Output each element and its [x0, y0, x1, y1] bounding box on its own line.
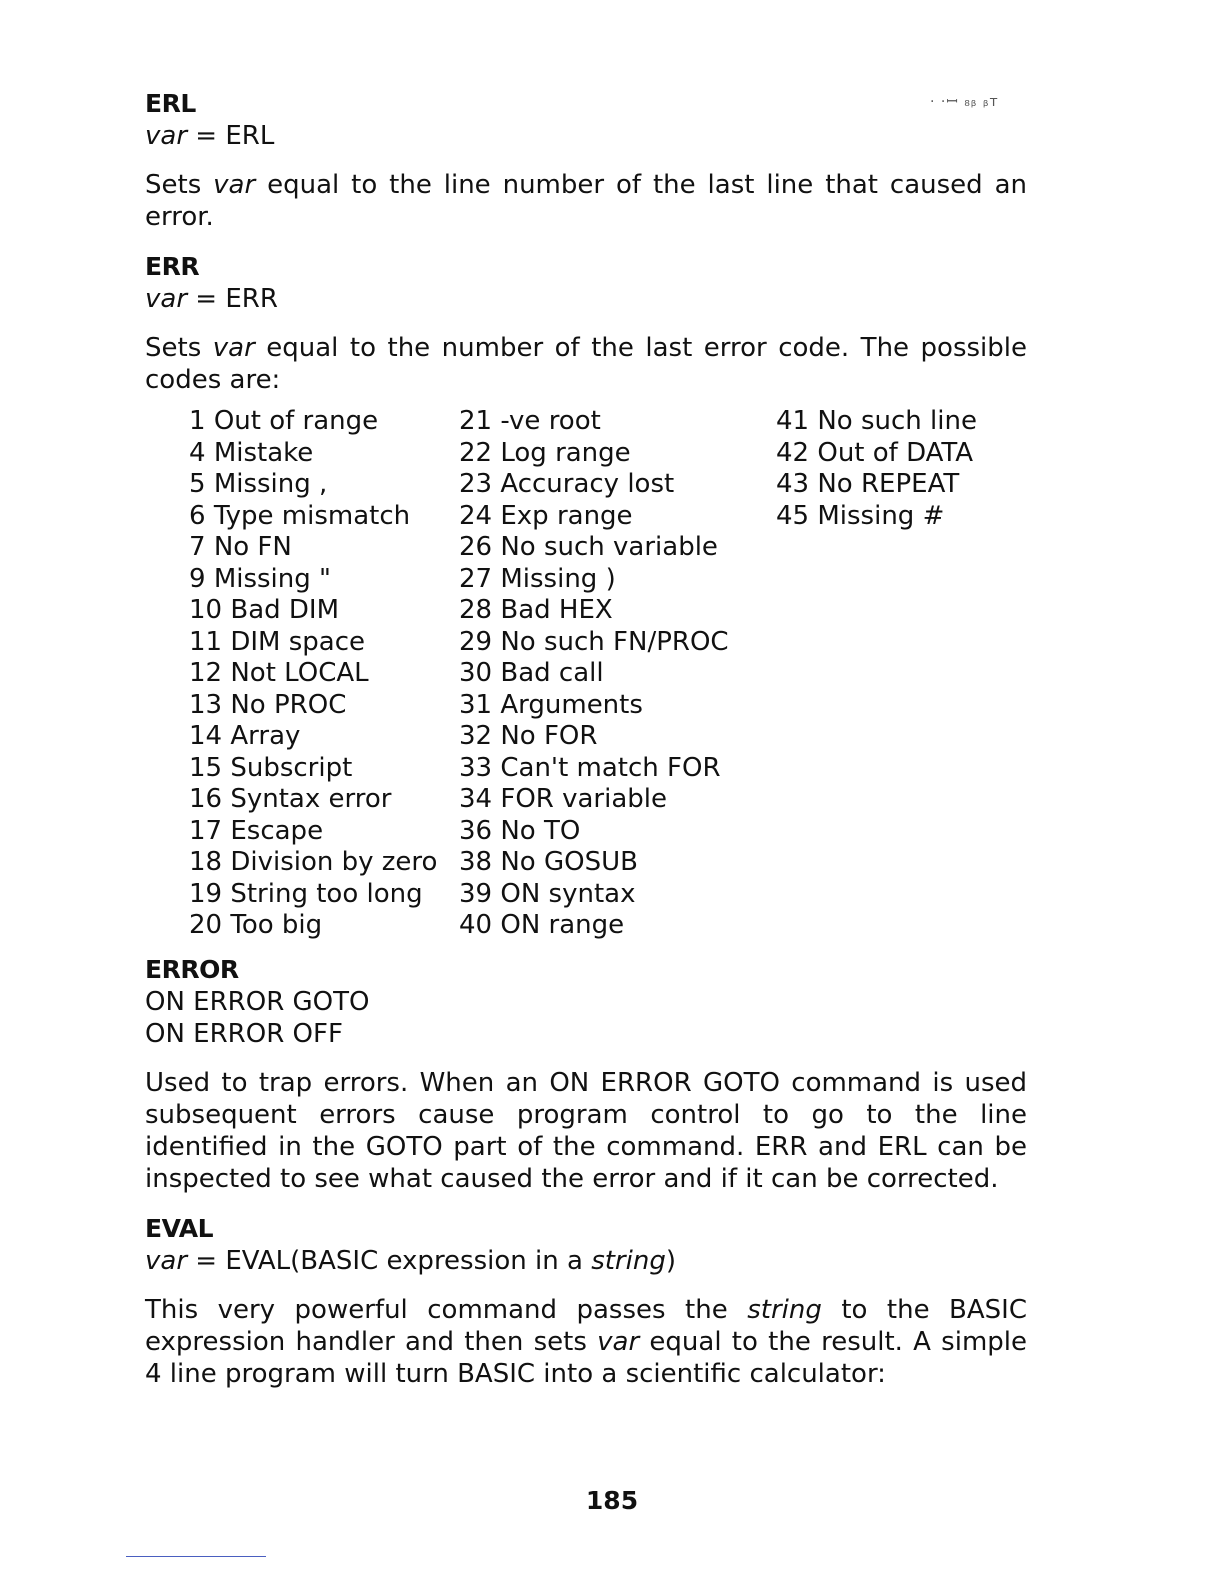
error-code-item — [776, 438, 977, 470]
error-code-item — [459, 847, 729, 879]
error-code-message: ON range — [500, 910, 625, 940]
error-code-message: Out of DATA — [817, 437, 974, 468]
description-erl — [145, 169, 1027, 233]
error-code-message: Out of range — [213, 406, 379, 436]
syntax-error-goto: ON ERROR GOTO — [145, 987, 370, 1017]
error-code-item — [459, 406, 729, 438]
error-code-number: 5 — [189, 469, 206, 499]
error-code-number: 1 — [189, 406, 206, 436]
error-code-message: Too big — [230, 910, 323, 940]
syntax-text: = ERL — [187, 121, 275, 151]
error-code-message: No TO — [500, 815, 581, 846]
error-code-item — [459, 753, 729, 785]
error-code-item — [189, 658, 437, 690]
error-code-message: No such line — [817, 406, 977, 436]
error-code-message: Can't match FOR — [500, 752, 721, 783]
error-code-item — [189, 469, 437, 501]
error-code-number: 34 — [459, 784, 493, 814]
keyword-heading-eval: EVAL — [145, 1214, 214, 1243]
error-code-item — [189, 910, 437, 942]
error-code-item — [459, 784, 729, 816]
description-err — [145, 332, 1027, 396]
error-code-message: Bad call — [500, 658, 604, 688]
error-code-message: Division by zero — [230, 847, 438, 877]
error-code-message: Subscript — [230, 752, 353, 783]
error-code-message: Accuracy lost — [500, 469, 675, 499]
error-code-message: No REPEAT — [817, 469, 960, 499]
error-code-number: 31 — [459, 689, 493, 720]
error-code-number: 40 — [459, 910, 493, 940]
description-text: equal to the result. A simple 4 line program will turn BASIC into a scientific calculator: — [145, 1327, 1028, 1389]
syntax-var: var — [145, 121, 188, 151]
error-code-number: 41 — [776, 406, 810, 436]
error-code-item — [189, 532, 437, 564]
error-code-message: Syntax error — [230, 784, 392, 814]
error-code-number: 30 — [459, 658, 493, 688]
keyword-heading-erl: ERL — [145, 89, 196, 118]
error-code-message: Escape — [230, 815, 324, 846]
error-code-message: No FN — [213, 532, 292, 562]
error-code-number: 42 — [776, 437, 810, 468]
error-code-message: No FOR — [500, 721, 598, 751]
error-code-message: Arguments — [500, 689, 643, 720]
error-code-number: 13 — [189, 689, 223, 720]
syntax-text: = EVAL(BASIC expression in a — [187, 1246, 592, 1276]
syntax-err — [145, 283, 1027, 315]
error-code-message: ON syntax — [500, 878, 636, 909]
error-code-message: Bad DIM — [230, 595, 340, 625]
error-code-message: -ve root — [500, 406, 601, 436]
error-code-message: Log range — [500, 437, 631, 468]
error-code-message: Exp range — [500, 500, 633, 531]
error-code-item — [189, 816, 437, 848]
error-code-number: 23 — [459, 469, 493, 499]
description-string: string — [747, 1295, 822, 1325]
error-code-number: 14 — [189, 721, 223, 751]
error-code-message: Type mismatch — [213, 500, 411, 531]
description-text: Sets — [145, 170, 214, 200]
header-mark: · ·ꟷ ₈ᵦ ᵦᴛ — [930, 94, 999, 110]
syntax-error-off: ON ERROR OFF — [145, 1019, 343, 1049]
error-code-message: Missing , — [213, 469, 328, 499]
error-code-item — [459, 438, 729, 470]
error-code-message: No such variable — [500, 532, 718, 562]
error-code-item — [189, 784, 437, 816]
syntax-eval — [145, 1245, 1027, 1277]
error-code-column-3 — [776, 406, 977, 532]
error-code-message: No GOSUB — [500, 847, 638, 877]
error-code-message: FOR variable — [500, 784, 667, 814]
description-error: Used to trap errors. When an ON ERROR GOTO command is used subsequent errors cause program control to go to the line identified in the GOTO part of the command. ERR and ERL can be inspected to see what caused the error and if it can be corrected. — [145, 1068, 1027, 1194]
syntax-text: = ERR — [187, 284, 278, 314]
error-code-number: 11 — [189, 626, 223, 657]
error-code-number: 28 — [459, 595, 493, 625]
error-code-number: 21 — [459, 406, 493, 436]
error-code-number: 39 — [459, 878, 493, 909]
error-code-item — [776, 406, 977, 438]
error-code-number: 10 — [189, 595, 223, 625]
error-code-column-1 — [189, 406, 437, 942]
section-error — [145, 954, 1027, 1195]
error-code-message: Bad HEX — [500, 595, 613, 625]
section-err — [145, 251, 1027, 946]
error-code-message: Mistake — [213, 437, 314, 468]
error-code-number: 32 — [459, 721, 493, 751]
error-code-message: Not LOCAL — [230, 658, 369, 688]
keyword-heading-error: ERROR — [145, 955, 239, 984]
syntax-text: ) — [665, 1246, 676, 1276]
error-code-number: 24 — [459, 500, 493, 531]
error-code-item — [459, 816, 729, 848]
error-code-number: 20 — [189, 910, 223, 940]
description-eval — [145, 1294, 1027, 1390]
error-code-number: 26 — [459, 532, 493, 562]
error-code-item — [189, 690, 437, 722]
syntax-var: var — [145, 284, 188, 314]
syntax-erl — [145, 120, 1027, 152]
error-code-message: Array — [230, 721, 301, 751]
description-text: This very powerful command passes the — [145, 1295, 748, 1325]
error-code-number: 43 — [776, 469, 810, 499]
error-code-item — [459, 532, 729, 564]
error-code-number: 16 — [189, 784, 223, 814]
error-code-item — [459, 910, 729, 942]
error-code-item — [189, 721, 437, 753]
error-code-item — [459, 595, 729, 627]
description-var: var — [212, 333, 255, 363]
description-text: to the BASIC expression handler and then sets — [145, 1295, 1028, 1357]
page-number: 185 — [585, 1486, 639, 1515]
error-code-item — [189, 847, 437, 879]
error-code-number: 22 — [459, 437, 493, 468]
keyword-heading-err: ERR — [145, 252, 200, 281]
footer-rule — [126, 1556, 266, 1557]
error-code-number: 7 — [189, 532, 206, 562]
error-code-number: 33 — [459, 752, 493, 783]
section-eval — [145, 1213, 1027, 1390]
error-code-number: 45 — [776, 500, 810, 531]
document-page — [145, 88, 1027, 1408]
error-code-number: 6 — [189, 500, 206, 531]
error-code-item — [776, 501, 977, 533]
error-code-number: 9 — [189, 563, 206, 594]
error-code-item — [189, 564, 437, 596]
error-code-number: 27 — [459, 563, 493, 594]
error-code-number: 18 — [189, 847, 223, 877]
error-code-number: 4 — [189, 437, 206, 468]
error-code-number: 15 — [189, 752, 223, 783]
syntax-var: var — [145, 1246, 188, 1276]
description-var: var — [213, 170, 256, 200]
error-code-message: No such FN/PROC — [500, 626, 729, 657]
error-code-message: String too long — [230, 878, 423, 909]
error-code-number: 19 — [189, 878, 223, 909]
error-code-item — [189, 501, 437, 533]
error-code-message: Missing # — [817, 500, 945, 531]
error-code-item — [459, 627, 729, 659]
error-code-item — [189, 627, 437, 659]
error-code-number: 29 — [459, 626, 493, 657]
error-code-item — [189, 879, 437, 911]
error-code-message: DIM space — [230, 626, 366, 657]
error-code-item — [189, 438, 437, 470]
error-code-item — [459, 658, 729, 690]
error-code-item — [459, 690, 729, 722]
description-var: var — [597, 1327, 640, 1357]
error-code-message: Missing ) — [500, 563, 616, 594]
description-text: Sets — [145, 333, 213, 363]
error-code-column-2 — [459, 406, 729, 942]
error-code-number: 17 — [189, 815, 223, 846]
error-code-item — [459, 879, 729, 911]
error-code-item — [459, 564, 729, 596]
error-code-item — [459, 721, 729, 753]
syntax-string: string — [591, 1246, 666, 1276]
error-code-number: 38 — [459, 847, 493, 877]
error-code-message: No PROC — [230, 689, 347, 720]
error-code-item — [459, 501, 729, 533]
error-code-list — [189, 406, 1027, 946]
error-code-item — [189, 753, 437, 785]
error-code-item — [459, 469, 729, 501]
error-code-number: 36 — [459, 815, 493, 846]
error-code-message: Missing " — [213, 563, 331, 594]
error-code-number: 12 — [189, 658, 223, 688]
section-erl — [145, 88, 1027, 233]
error-code-item — [776, 469, 977, 501]
error-code-item — [189, 406, 437, 438]
description-text: equal to the number of the last error code. The possible codes are: — [145, 333, 1027, 395]
description-text: equal to the line number of the last line that caused an error. — [145, 170, 1027, 232]
error-code-item — [189, 595, 437, 627]
